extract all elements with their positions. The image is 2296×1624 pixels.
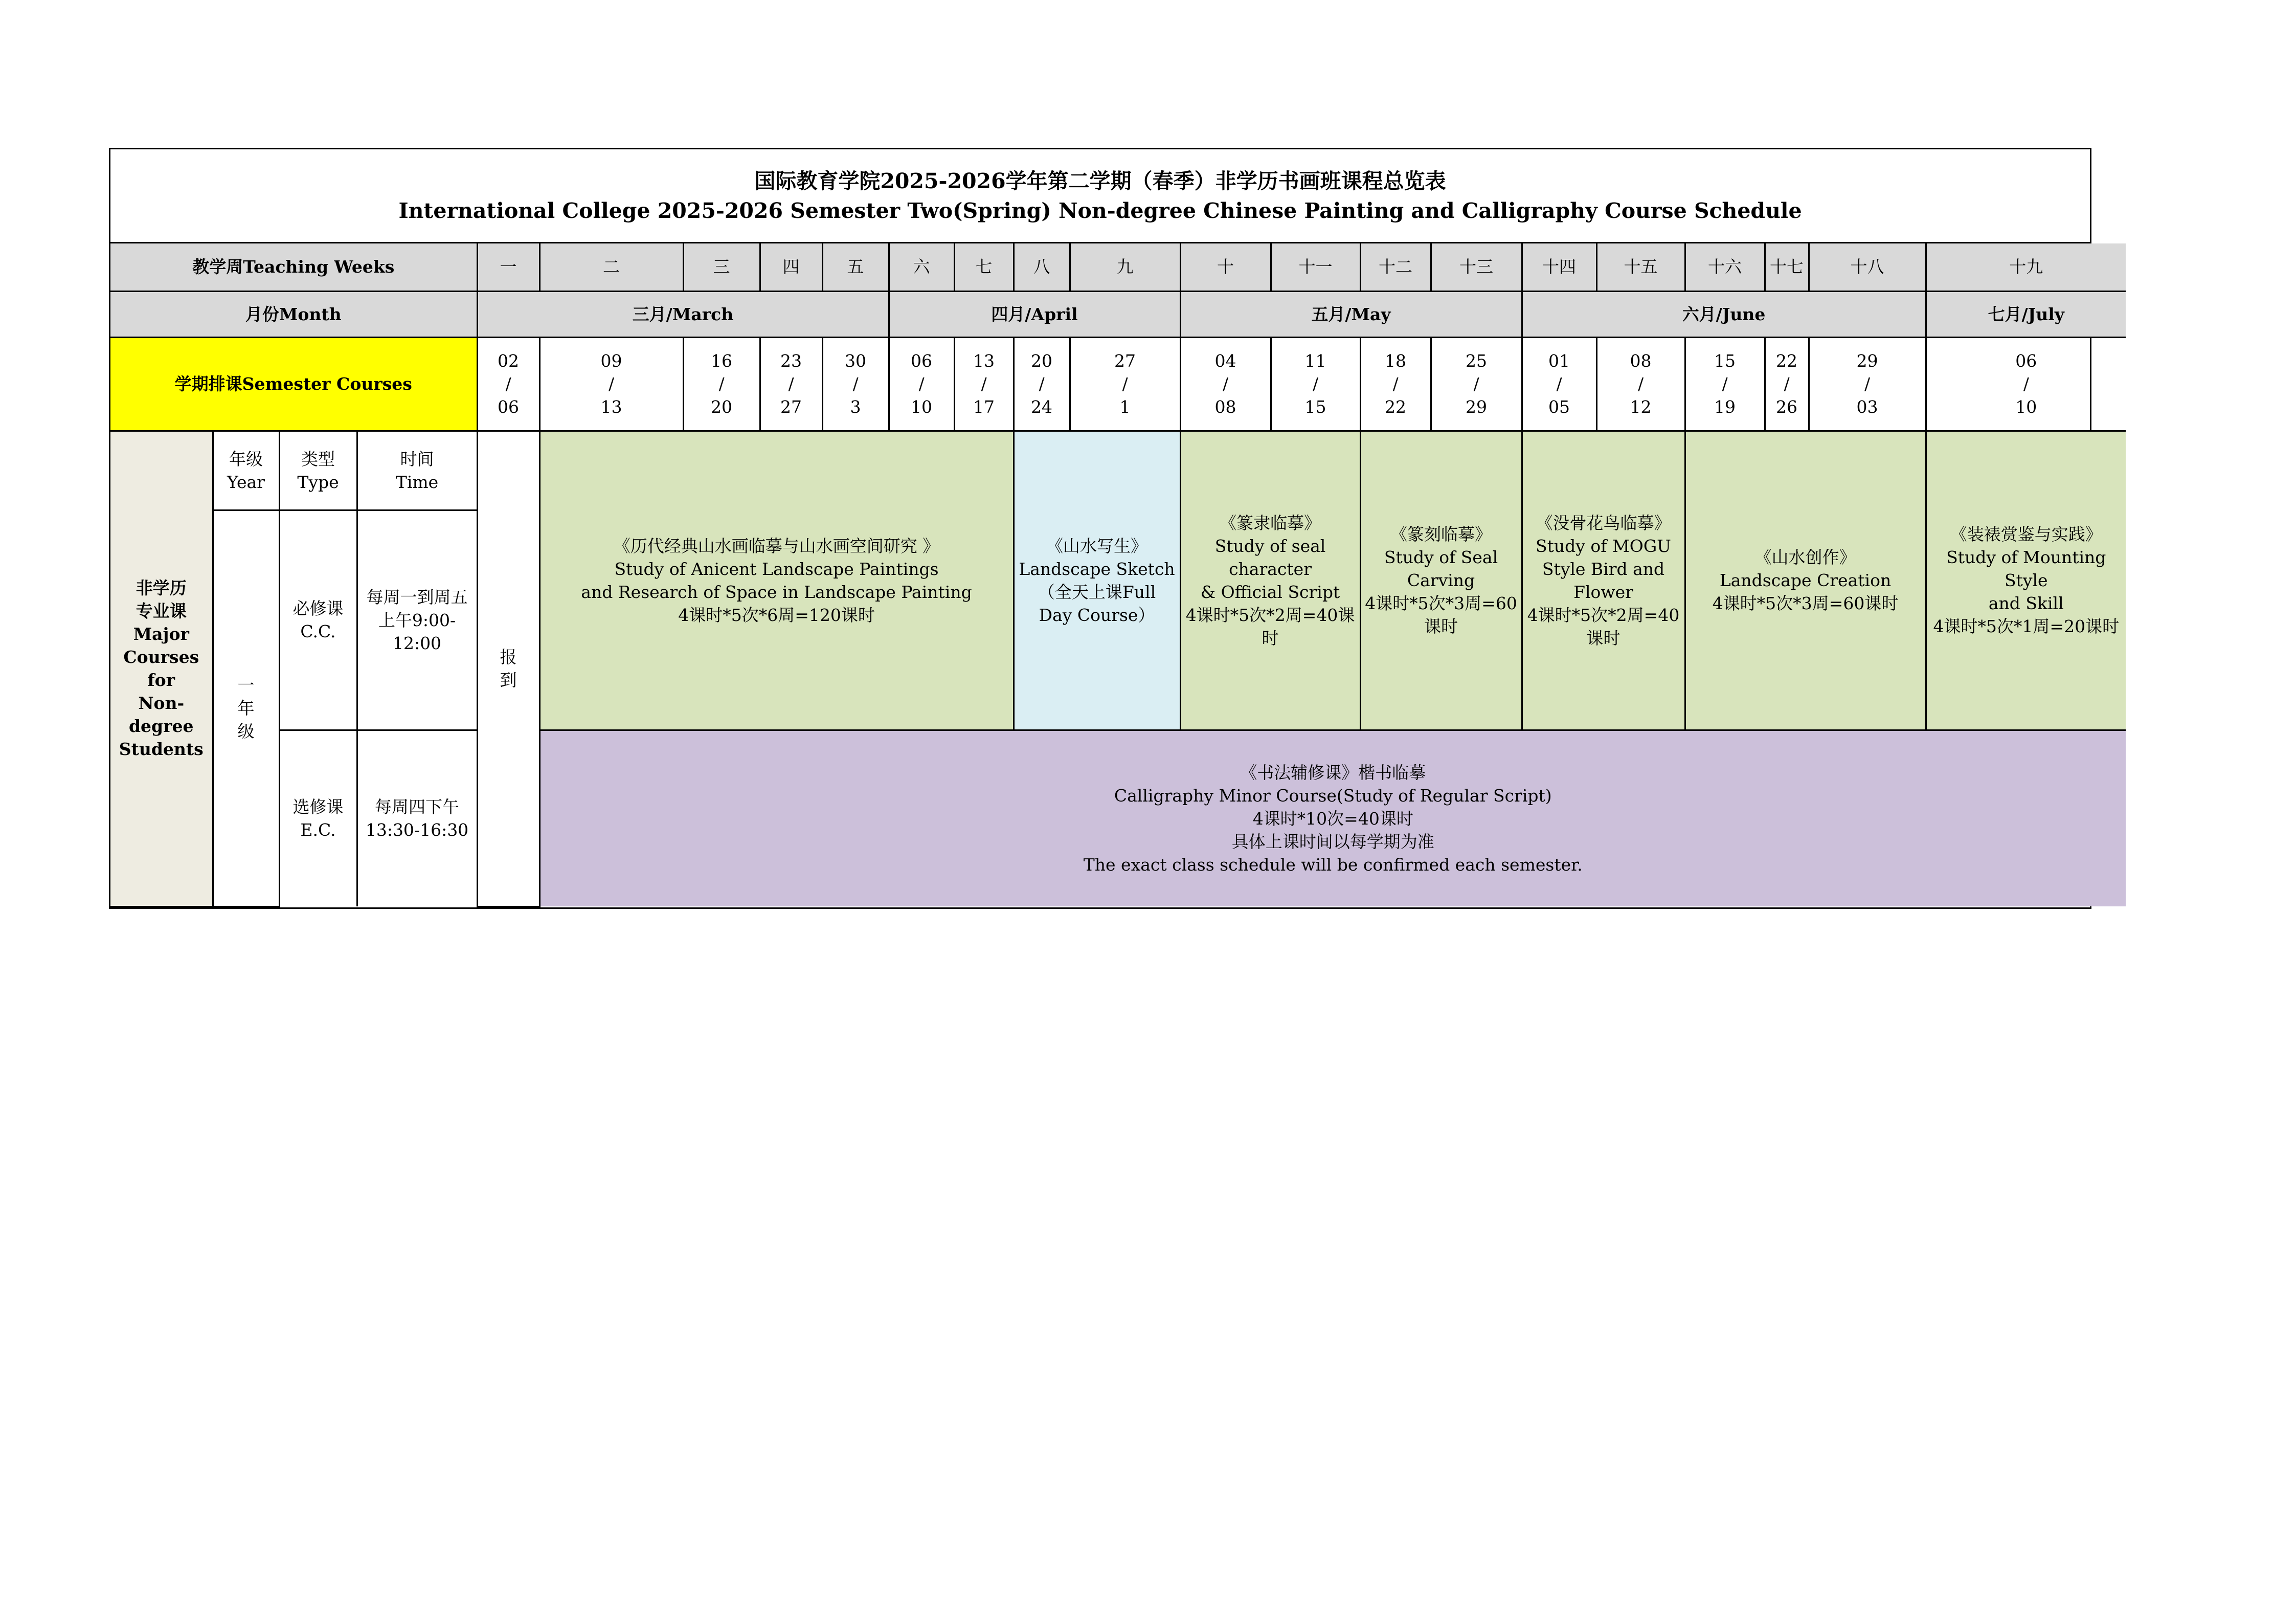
date-cell: 18 / 22 [1360,337,1431,431]
date-cell: 04 / 08 [1180,337,1271,431]
week-cell: 六 [889,243,954,291]
week-cell: 十四 [1522,243,1596,291]
date-cell: 30 / 3 [822,337,889,431]
month-cell-july: 七月/July [1926,291,2126,337]
week-cell: 七 [954,243,1014,291]
time-header: 时间 Time [357,431,477,510]
week-cell: 十 [1180,243,1271,291]
year-value: 一 年 级 [213,510,279,906]
date-cell: 20 / 24 [1014,337,1070,431]
elective-row [110,730,2126,906]
month-label: 月份Month [110,291,477,337]
elective-time: 每周四下午 13:30-16:30 [357,730,477,906]
schedule-table [110,243,2126,907]
week-cell: 十五 [1596,243,1685,291]
course-calligraphy-minor: 《书法辅修课》楷书临摹 Calligraphy Minor Course(Study of Regular Script) 4课时*10次=40课时 具体上课时间以每学期为准 The exact class schedule will be confirmed each semester. [539,730,2126,906]
year-header: 年级 Year [213,431,279,510]
week-cell: 十三 [1431,243,1522,291]
week-cell: 十七 [1765,243,1809,291]
course-mounting: 《装裱赏鉴与实践》 Study of Mounting Style and Skill 4课时*5次*1周=20课时 [1926,431,2126,730]
week-cell: 二 [539,243,683,291]
course-landscape-study: 《历代经典山水画临摹与山水画空间研究 》 Study of Anicent Landscape Paintings and Research of Space in Landscape Painting 4课时*5次*6周=120课时 [539,431,1014,730]
week-cell: 十二 [1360,243,1431,291]
course-header-row [110,431,2126,510]
week-cell: 一 [477,243,539,291]
date-cell: 08 / 12 [1596,337,1685,431]
date-cell: 02 / 06 [477,337,539,431]
course-seal-carving: 《篆刻临摹》 Study of Seal Carving 4课时*5次*3周=60 课时 [1360,431,1522,730]
schedule-title [110,149,2090,243]
course-seal-official-script: 《篆隶临摹》 Study of seal character & Official Script 4课时*5次*2周=40课 时 [1180,431,1360,730]
week-cell: 十八 [1809,243,1926,291]
date-cell: 01 / 05 [1522,337,1596,431]
teaching-weeks-label: 教学周Teaching Weeks [110,243,477,291]
week-cell: 四 [760,243,822,291]
week-cell: 十六 [1685,243,1765,291]
date-cell: 27 / 1 [1070,337,1180,431]
title-chinese: 国际教育学院2025-2026学年第二学期（春季）非学历书画班课程总览表 [754,168,1446,193]
month-cell-june: 六月/June [1522,291,1926,337]
date-cell: 11 / 15 [1271,337,1360,431]
compulsory-time: 每周一到周五 上午9:00- 12:00 [357,510,477,730]
date-cell: 23 / 27 [760,337,822,431]
week-cell: 三 [683,243,760,291]
month-row [110,291,2126,337]
registration-cell: 报 到 [477,431,539,906]
date-cell: 16 / 20 [683,337,760,431]
month-cell-march: 三月/March [477,291,889,337]
date-cell: 15 / 19 [1685,337,1765,431]
course-landscape-creation: 《山水创作》 Landscape Creation 4课时*5次*3周=60课时 [1685,431,1926,730]
week-cell: 八 [1014,243,1070,291]
week-cell: 九 [1070,243,1180,291]
month-cell-april: 四月/April [889,291,1180,337]
date-cell: 25 / 29 [1431,337,1522,431]
elective-type: 选修课 E.C. [279,730,357,906]
date-cell: 22 / 26 [1765,337,1809,431]
date-cell: 29 / 03 [1809,337,1926,431]
course-mogu-bird-flower: 《没骨花鸟临摹》 Study of MOGU Style Bird and Flower 4课时*5次*2周=40 课时 [1522,431,1685,730]
title-english: International College 2025-2026 Semester Two(Spring) Non-degree Chinese Painting and Calligraphy Course Schedule [398,198,1802,223]
month-cell-may: 五月/May [1180,291,1522,337]
date-cell: 06 / 10 [1926,337,2126,431]
category-cell: 非学历 专业课 Major Courses for Non-degree Students [110,431,213,906]
semester-courses-label: 学期排课Semester Courses [110,337,477,431]
type-header: 类型 Type [279,431,357,510]
date-cell: 06 / 10 [889,337,954,431]
dates-row [110,337,2126,431]
compulsory-type: 必修课 C.C. [279,510,357,730]
date-cell: 13 / 17 [954,337,1014,431]
date-cell: 09 / 13 [539,337,683,431]
week-cell: 十一 [1271,243,1360,291]
schedule-document [109,148,2120,909]
course-landscape-sketch: 《山水写生》 Landscape Sketch （全天上课Full Day Course） [1014,431,1180,730]
teaching-weeks-row [110,243,2126,291]
week-cell: 五 [822,243,889,291]
week-cell: 十九 [1926,243,2126,291]
